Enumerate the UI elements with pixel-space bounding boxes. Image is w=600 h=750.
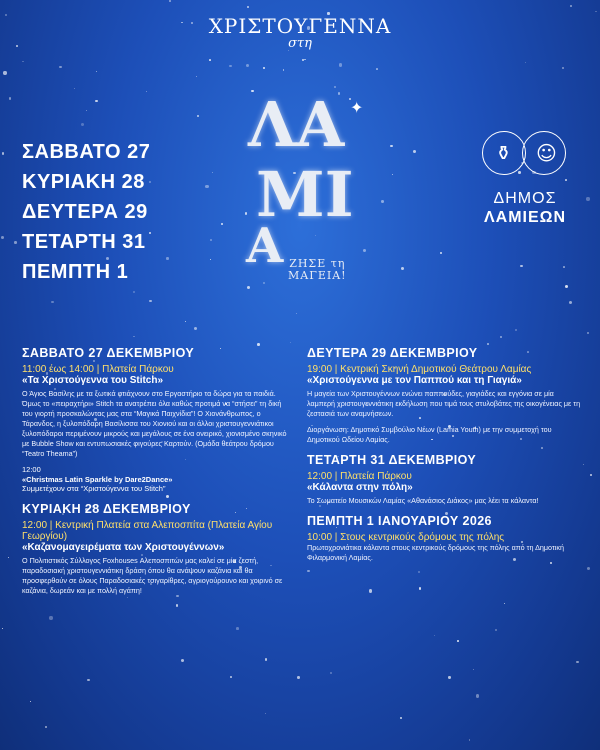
logo-tagline bbox=[288, 258, 347, 282]
snowflake bbox=[570, 5, 572, 7]
snowflake bbox=[476, 694, 479, 697]
snowflake bbox=[230, 676, 232, 678]
snowflake bbox=[296, 313, 297, 314]
snowflake bbox=[265, 658, 267, 660]
snowflake bbox=[22, 61, 23, 62]
snowflake bbox=[247, 6, 249, 8]
snowflake bbox=[166, 257, 168, 259]
event-description: Ο Άγιος Βασίλης με τα ξωτικά φτιάχνουν στο Εργαστήριο τα δώρα για τα παιδιά. Όμως το «πειραχτήρι» Stitch τα ανατρέπει όλα καθώς προτιμά να “στήσει” τη δική του γιορτή προσκαλώντας μας στα “Μαγικά Παιχνίδια”! Ο Χιονάνθρωπος, ο Τάρανδος, η ξυλοπόδαρη Βασίλισσα του Χιονιού και οι άλλοι χριστουγεννιάτικοι ξυλοπόδαροι περιμένουν μικρούς και μεγάλους σε ένα ονειρικό, χιονισμένο σκηνικό με Bubble Show και εντυπωσιακές φιγούρες Καρτούν. (Ομάδα θεάτρου δρόμου “Teatro Theama”) bbox=[22, 389, 287, 458]
time-location: 12:00 | Κεντρική Πλατεία στα Αλεποσπίτα (Πλατεία Αγίου Γεωργίου) bbox=[22, 519, 273, 542]
event-saturday bbox=[22, 346, 292, 494]
snowflake bbox=[418, 571, 420, 573]
snowflake bbox=[30, 701, 31, 702]
snowflake bbox=[2, 628, 3, 629]
event-description: Πρωτοχρονιάτικα κάλαντα στους κεντρικούς δρόμους της πόλης από τη Δημοτική Φιλαρμονική Λαμίας. bbox=[307, 543, 564, 562]
event-description: Ο Πολιτιστικός Σύλλογος Foxhouses Αλεποσπιτών μας καλεί σε μία ζεστή, παραδοσιακή χριστουγεννιάτικη δράση όπου θα ανάψουν καζάνια και θα προσφερθούν σε όλους Παραδοσιακές τσιγαρίθρες, αγριογούρουνο και χοιρινό σε καζάνια, δωρεάν και με πολλή αγάπη! bbox=[22, 555, 283, 595]
snowflake bbox=[8, 557, 9, 558]
snowflake bbox=[297, 676, 300, 679]
snowflake bbox=[457, 640, 459, 642]
snowflake bbox=[74, 88, 76, 90]
municipality-name bbox=[470, 189, 580, 227]
snowflake bbox=[169, 0, 171, 2]
day-heading: ΔΕΥΤΕΡΑ 29 ΔΕΚΕΜΒΡΙΟΥ bbox=[307, 346, 478, 360]
snowflake bbox=[330, 672, 332, 674]
day-item: ΣΑΒΒΑΤΟ 27 bbox=[22, 141, 151, 163]
event-title: «Κάλαντα στην πόλη» bbox=[307, 482, 413, 493]
snowflake bbox=[515, 329, 517, 331]
snowflake bbox=[583, 464, 584, 465]
day-item: ΔΕΥΤΕΡΑ 29 bbox=[22, 201, 148, 223]
snowflake bbox=[392, 174, 393, 175]
snowflake bbox=[448, 676, 450, 678]
event-title: «Χριστούγεννα με τον Παππού και τη Γιαγιά» bbox=[307, 375, 522, 386]
snowflake bbox=[205, 185, 208, 188]
snowflake bbox=[14, 241, 16, 243]
event-title: «Τα Χριστούγεννα του Stitch» bbox=[22, 375, 164, 386]
municipality-logo bbox=[470, 125, 580, 227]
snowflake bbox=[87, 679, 90, 682]
snowflake bbox=[413, 150, 416, 153]
snowflake bbox=[504, 603, 505, 604]
day-item: ΚΥΡΙΑΚΗ 28 bbox=[22, 171, 145, 193]
snowflake bbox=[390, 145, 393, 148]
snowflake bbox=[419, 587, 421, 589]
time-location: 10:00 | Στους κεντρικούς δρόμους της πόλης bbox=[307, 532, 505, 543]
day-heading: ΣΑΒΒΑΤΟ 27 ΔΕΚΕΜΒΡΙΟΥ bbox=[22, 346, 195, 360]
event-title: «Καζανομαγειρέματα των Χριστουγέννων» bbox=[22, 541, 225, 553]
logo-letters-bottom: Α bbox=[246, 218, 284, 274]
snowflake bbox=[576, 661, 578, 663]
snowflake bbox=[565, 285, 568, 288]
snowflake bbox=[525, 62, 526, 63]
snowflake bbox=[210, 259, 211, 260]
day-item: ΤΕΤΑΡΤΗ 31 bbox=[22, 231, 146, 253]
snowflake bbox=[176, 604, 178, 606]
snowflake bbox=[133, 336, 134, 337]
snowflake bbox=[185, 321, 186, 322]
event-description: Η μαγεία των Χριστουγέννων ενώνει παππούδες, γιαγιάδες και εγγόνια σε μία λαμπερή χριστουγεννιάτικη εκδήλωση που τιμά τους στυλοβάτες της οικογένειας με τη ζεστασιά των αναμνήσεων. bbox=[307, 389, 581, 418]
header bbox=[0, 14, 600, 51]
snowflake bbox=[562, 67, 564, 69]
snowflake bbox=[283, 69, 285, 71]
snowflake bbox=[586, 197, 589, 200]
day-item: ΠΕΜΠΤΗ 1 bbox=[22, 261, 129, 283]
event-wednesday bbox=[307, 453, 582, 506]
time-location: 19:00 | Κεντρική Σκηνή Δημοτικού Θεάτρου Λαμίας bbox=[307, 364, 532, 375]
snowflake bbox=[569, 301, 572, 304]
snowflake bbox=[520, 265, 523, 268]
snowflake bbox=[1, 236, 4, 239]
event-title-2: «Christmas Latin Sparkle by Dare2Dance» bbox=[22, 474, 173, 484]
snowflake bbox=[194, 327, 197, 330]
event-description-2: Συμμετέχουν στα “Χριστούγεννα του Stitch” bbox=[22, 484, 166, 493]
snowflake bbox=[440, 252, 442, 254]
snowflake bbox=[2, 152, 5, 155]
day-heading: ΠΕΜΠΤΗ 1 ΙΑΝΟΥΑΡΙΟΥ 2026 bbox=[307, 514, 492, 528]
event-organizer: Διοργάνωση: Δημοτικό Συμβούλιο Νέων (Lamia Youth) με την συμμετοχή του Δημοτικού Ωδείου Λαμίας. bbox=[307, 425, 552, 444]
snowflake bbox=[500, 336, 502, 338]
event-monday bbox=[307, 346, 582, 445]
snowflake bbox=[587, 567, 590, 570]
snowflake bbox=[401, 267, 404, 270]
tagline-line1: ΖΗΣΕ τη bbox=[289, 257, 346, 270]
snowflake bbox=[3, 71, 6, 74]
snowflake bbox=[51, 301, 54, 304]
snowflake bbox=[487, 343, 489, 345]
municipality-line2: ΛΑΜΙΕΩΝ bbox=[483, 209, 567, 226]
snowflake bbox=[229, 65, 232, 68]
municipality-emblem-icon: ⚱ ☺ bbox=[482, 125, 568, 183]
snowflake bbox=[59, 66, 62, 69]
snowflake bbox=[265, 713, 266, 714]
snowflake bbox=[339, 63, 342, 66]
snowflake bbox=[45, 726, 47, 728]
snowflake bbox=[473, 669, 474, 670]
snowflake bbox=[9, 97, 12, 100]
event-description: Το Σωματείο Μουσικών Λαμίας «Αθανάσιος Διάκος» μας λέει τα κάλαντα! bbox=[307, 496, 539, 505]
snowflake bbox=[590, 474, 592, 476]
snowflake bbox=[149, 300, 151, 302]
star-icon: ✦ bbox=[350, 98, 364, 117]
snowflake bbox=[133, 291, 135, 293]
event-time: 12:00 bbox=[22, 465, 41, 474]
snowflake bbox=[369, 589, 372, 592]
snowflake bbox=[236, 627, 239, 630]
time-location: 11:00 έως 14:00 | Πλατεία Πάρκου bbox=[22, 364, 174, 375]
logo-letters-mid: ΜΙ bbox=[256, 158, 354, 231]
days-list bbox=[22, 137, 150, 287]
snowflake bbox=[181, 659, 184, 662]
tagline-line2: ΜΑΓΕΙΑ! bbox=[288, 269, 347, 282]
snowflake bbox=[209, 59, 211, 61]
lamia-logo bbox=[218, 78, 388, 298]
right-column bbox=[307, 346, 582, 571]
snowflake bbox=[290, 342, 291, 343]
event-sunday bbox=[22, 502, 292, 596]
snowflake bbox=[434, 635, 435, 636]
snowflake bbox=[469, 739, 470, 740]
left-column bbox=[22, 346, 292, 604]
snowflake bbox=[212, 172, 213, 173]
snowflake bbox=[95, 100, 98, 103]
municipality-line1: ΔΗΜΟΣ bbox=[493, 190, 557, 207]
snowflake bbox=[86, 110, 87, 111]
snowflake bbox=[246, 64, 249, 67]
day-heading: ΚΥΡΙΑΚΗ 28 ΔΕΚΕΜΒΡΙΟΥ bbox=[22, 501, 191, 516]
snowflake bbox=[196, 76, 197, 77]
snowflake bbox=[595, 11, 597, 13]
snowflake bbox=[587, 332, 588, 333]
time-location: 12:00 | Πλατεία Πάρκου bbox=[307, 471, 412, 482]
snowflake bbox=[197, 115, 199, 117]
snowflake bbox=[210, 239, 212, 241]
snowflake bbox=[495, 629, 497, 631]
snowflake bbox=[81, 123, 84, 126]
snowflake bbox=[146, 91, 147, 92]
page-title: ΧΡΙΣΤΟΥΓΕΝΝΑ bbox=[208, 14, 392, 38]
logo-letters-top: ΛΑ bbox=[248, 88, 345, 161]
event-thursday bbox=[307, 514, 582, 563]
snowflake bbox=[376, 68, 378, 70]
snowflake bbox=[304, 59, 306, 61]
snowflake bbox=[96, 71, 97, 72]
snowflake bbox=[263, 67, 265, 69]
snowflake bbox=[563, 266, 565, 268]
day-heading: ΤΕΤΑΡΤΗ 31 ΔΕΚΕΜΒΡΙΟΥ bbox=[307, 453, 477, 467]
snowflake bbox=[49, 616, 52, 619]
snowflake bbox=[400, 717, 402, 719]
page-subtitle: στη bbox=[288, 36, 312, 51]
